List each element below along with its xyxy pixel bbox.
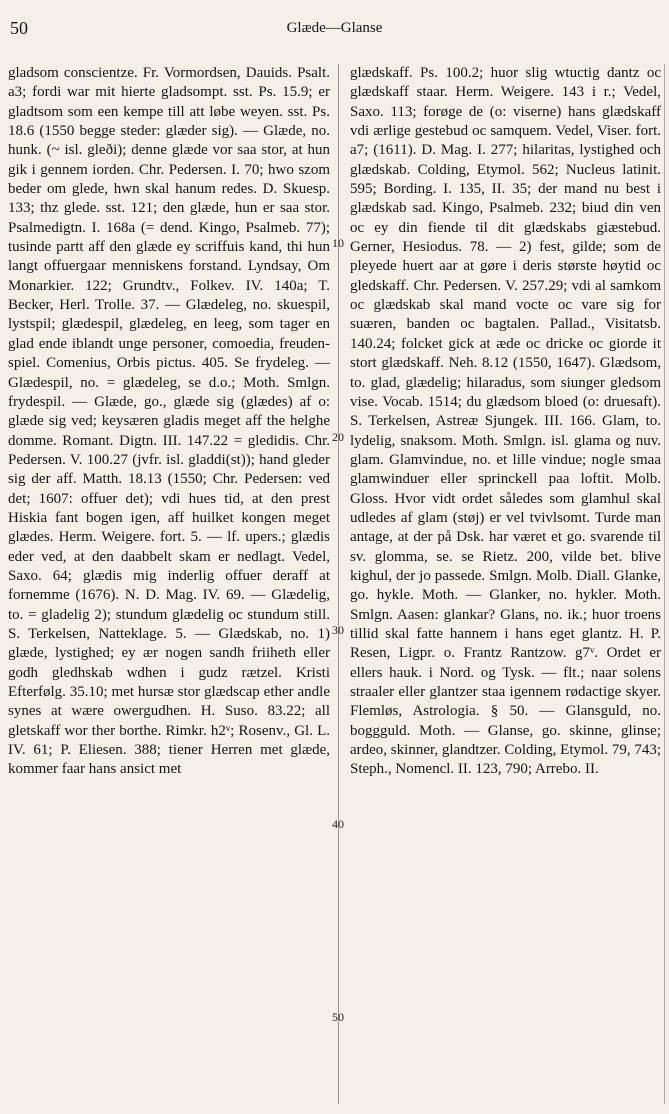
left-column [8, 64, 330, 1104]
right-column [350, 64, 661, 1104]
line-number-10: 10 [332, 236, 344, 250]
page-header [8, 18, 661, 42]
page-number: 50 [10, 18, 28, 38]
line-number-30: 30 [332, 623, 344, 637]
line-number-50: 50 [332, 1010, 344, 1024]
column-divider [338, 64, 339, 1104]
left-column-text: gladsom conscientze. Fr. Vormordsen, Dauids. Psalt. a3; fordi war mit hierte gladsompt. sst. Ps. 15.9; er gladtsom som een kempe till att løbe weyen. sst. Ps. 18.6 (1550 begge steder: glæder sig). — Glæde, no. hunk. (~ isl. gleði); denne glæde vor saa stor, at hun gik i gennem iorden. Chr. Pedersen. I. 70; hwo szom beder om glede, hwn skal hanum redes. D. Skuesp. 133; thz glede. sst. 121; den glæde, hun er saa stor. Psalmedigtn. I. 168a (= dend. Kingo, Psalmeb. 77); tusinde partt aff den glæde ey scriffuis kand, thi hun langt offuergaar menniskens forstand. Lyndsay, Om Monarkier. 122; Grundtv., Folkev. IV. 140a; T. Becker, Herl. Trolle. 37. — Glædeleg, no. skuespil, lystspil; glædespil, glædeleg, en leeg, som tager en glad ende iblandt unge personer, comoedia, freuden-spiel. Comenius, Orbis pictus. 405. Se frydeleg. — Glædespil, no. = glædeleg, se d.o.; Moth. Smlgn. frydespil. — Glæde, go., glæde sig (glædes) af o: glæde sig ved; keysæren gladis meget aff the helghe domme. Romant. Digtn. III. 147.22 = gledidis. Chr. Pedersen. V. 100.27 (jvfr. isl. gladdi(st)); hand gleder sig der aff. Matth. 18.13 (1550; Chr. Pedersen: ved det; 1607: offuer det); vdi hues tid, at den prest Hiskia fant bogen igen, aff huilket kongen meget glædes. Herm. Weigere. fort. 5. — lf. upers.; glædis eder ved, at den daabbelt skam er nedlagt. Vedel, Saxo. 64; glædis mig inderlig offuer deraff at fornemme (1676). N. D. Mag. IV. 69. — Glædelig, to. = gladelig 2); stundum glædelig oc stundum still. S. Terkelsen, Natteklage. 5. — Glædskab, no. 1) glæde, lystighed; ey ær nogen sandh friiheth eller godh gledhskab wdhen i gudz rætzel. Kristi Efterfølg. 35.10; met hursæ stor glædscap ether andle synes at wære owergudhen. H. Suso. 83.22; all gletskaff wor ther borthe. Rimkr. h2ᵛ; Rosenv., Gl. L. IV. 61; P. Eliesen. 388; tiener Herren met glæde, kommer faar hans ansict met [8, 65, 330, 778]
line-number-20: 20 [332, 430, 344, 444]
line-number-40: 40 [332, 817, 344, 831]
running-head: Glæde—Glanse [286, 20, 383, 36]
page-edge-rule [664, 64, 665, 1104]
right-column-text: glædskaff. Ps. 100.2; huor slig wtuctig dantz oc glædskaff staar. Herm. Weigere. 143 i r.; Vedel, Saxo. 113; forøge de (o: viserne) hans glædskaff vdi ærlige gestebud oc samquem. Vedel, Viser. fort. a7; (1611). D. Mag. I. 277; hilaritas, lystighed och glædskab. Colding, Etymol. 562; Nucleus latinit. 595; Bording. I. 135, II. 35; der mand nu best i glædskab sad. Kingo, Psalmeb. 232; biud din ven oc ey din fiende til dit glædskabs giæstebud. Gerner, Hesiodus. 78. — 2) fest, gilde; som de pleyede huert aar at gøre i deris største høytid oc gledskaff. Chr. Pedersen. V. 257.29; vdi al samkom oc glædskab skal mand vocte oc vare sig for suæren, banden oc bagtalen. Pallad., Visitatsb. 140.24; folcket gick at æde oc dricke oc giorde it stort glædskaff. Neh. 8.12 (1550, 1647). Glædsom, to. glad, glædelig; hilaradus, som siunger gledsom vise. Vocab. 1514; du glædsom bloed (o: druesaft). S. Terkelsen, Astreæ Sjungek. III. 166. Glam, to. lydelig, snaksom. Moth. Smlgn. isl. glama og nuv. glam. Glamvindue, no. et lille vindue; nogle smaa glamwinduer eller sprinckell paa loftit. Molb. Gloss. Hvor vidt ordet således som glamhul skal udledes af glam (støj) er vel tvivlsomt. Turde man antage, at der på Dsk. har været et go. svarende til sv. glomma, se. se Rietz. 200, vilde bet. blive kighul, der jo passede. Smlgn. Molb. Diall. Glanke, go. hykle. Moth. — Glanker, no. hykler. Moth. Smlgn. Aasen: glankar? Glans, no. ik.; huor troens tillid skal fatte hannem i hans eget glantz. H. P. Resen, Ligpr. o. Frantz Rantzow. g7ᵛ. Ordet er ellers hauk. i Nord. og Tysk. — flt.; naar solens straaler eller glantzer staa igennem rødactige skyer. Flemløs, Astrologia. § 50. — Glansguld, no. boggguld. Moth. — Glanse, go. skinne, glinse; ardeo, skinner, glandtzer. Colding, Etymol. 79, 743; Steph., Nomencl. II. 123, 790; Arrebo. II. [350, 65, 661, 778]
